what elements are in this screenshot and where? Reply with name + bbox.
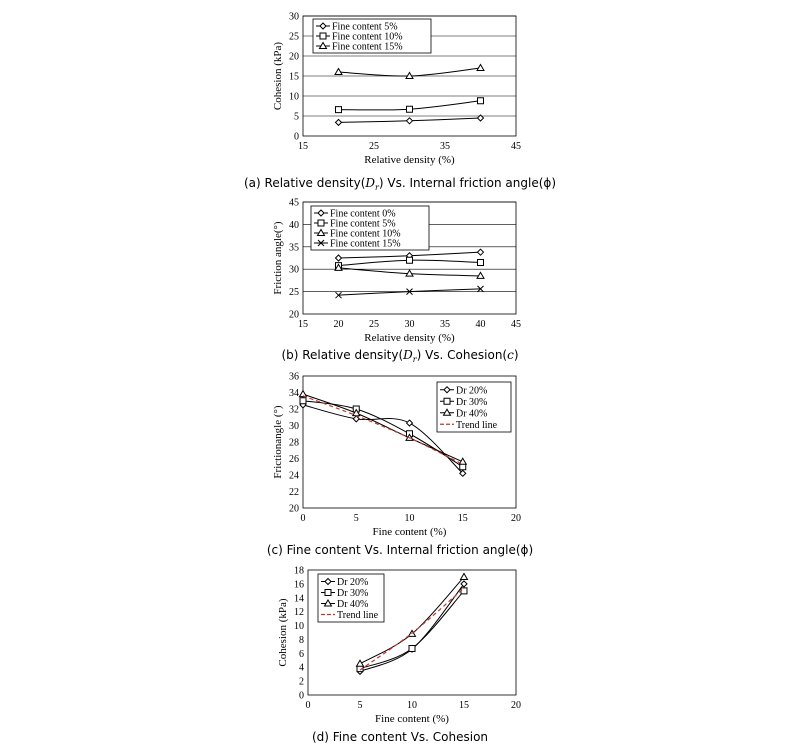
- y-tick-label: 4: [299, 662, 304, 674]
- chart-b: [272, 198, 521, 345]
- legend-label: Dr 20%: [337, 577, 369, 588]
- y-tick-label: 10: [294, 621, 304, 633]
- y-tick-label: 25: [289, 31, 299, 43]
- y-tick-label: 5: [294, 111, 299, 123]
- x-tick-label: 15: [298, 141, 308, 152]
- data-point: [336, 107, 342, 113]
- y-axis-label: Cohesion (kPa): [277, 598, 289, 667]
- caption-b: (b) Relative $density(D_r)$ Vs. Cohesion(c): [281, 348, 519, 364]
- data-point: [407, 106, 413, 112]
- y-axis-label: Friction angle(°): [272, 221, 284, 295]
- legend-label: Dr 20%: [456, 385, 488, 397]
- x-tick-label: 25: [369, 319, 379, 330]
- x-axis-label: Fine content (%): [375, 713, 449, 725]
- x-tick-label: 5: [357, 700, 363, 711]
- x-tick-label: 20: [511, 513, 521, 524]
- legend-label: Dr 40%: [337, 599, 369, 610]
- y-tick-label: 12: [294, 607, 304, 619]
- data-point: [461, 588, 467, 594]
- y-tick-label: 30: [289, 11, 299, 23]
- y-tick-label: 15: [289, 71, 299, 83]
- y-tick-label: 24: [289, 470, 299, 482]
- data-point: [336, 119, 342, 125]
- y-tick-label: 30: [289, 264, 299, 276]
- series-0: [336, 115, 484, 125]
- y-axis-label: Cohesion (kPa): [272, 41, 284, 111]
- y-tick-label: 14: [294, 593, 304, 605]
- x-tick-label: 45: [511, 319, 521, 330]
- legend-label: Fine content 10%: [332, 31, 403, 43]
- x-tick-label: 15: [459, 700, 469, 711]
- data-point: [357, 660, 364, 666]
- legend-label: Fine content 0%: [330, 208, 396, 220]
- x-tick-label: 20: [511, 700, 521, 711]
- legend-marker: [325, 590, 331, 596]
- data-point: [300, 391, 307, 397]
- x-tick-label: 35: [440, 319, 450, 330]
- y-axis-label: Frictionangle (°): [272, 405, 284, 479]
- x-axis-label: Fine content (%): [372, 526, 447, 538]
- x-tick-label: 40: [475, 319, 486, 330]
- caption-a: (a) Relative $density(D_r)$ Vs. Internal friction angle(ϕ): [244, 176, 556, 192]
- y-tick-label: 30: [289, 421, 299, 432]
- y-tick-label: 10: [289, 91, 299, 103]
- legend: [311, 206, 429, 250]
- y-tick-label: 20: [289, 309, 299, 321]
- data-point: [407, 257, 413, 263]
- data-point: [409, 645, 415, 651]
- x-tick-label: 35: [440, 141, 450, 152]
- chart-d: [277, 566, 521, 726]
- legend-marker: [444, 398, 450, 404]
- series-1: [336, 257, 484, 268]
- data-point: [478, 98, 484, 104]
- legend-label: Fine content 15%: [332, 41, 403, 53]
- data-point: [478, 259, 484, 265]
- x-tick-label: 45: [511, 141, 521, 152]
- x-tick-label: 15: [457, 513, 468, 524]
- y-tick-label: 8: [299, 634, 304, 646]
- x-axis-label: Relative density (%): [364, 332, 455, 344]
- y-tick-label: 20: [289, 503, 299, 515]
- x-tick-label: 10: [404, 513, 415, 524]
- x-tick-label: 0: [305, 700, 311, 711]
- legend-label: Trend line: [337, 610, 379, 621]
- data-point: [335, 69, 342, 75]
- legend-marker: [320, 33, 326, 39]
- x-tick-label: 5: [353, 513, 359, 524]
- legend-label: Fine content 15%: [330, 238, 401, 250]
- legend-label: Trend line: [456, 419, 498, 431]
- legend: [437, 382, 511, 432]
- legend-marker: [318, 220, 324, 226]
- y-tick-label: 2: [299, 676, 304, 688]
- legend: [318, 574, 384, 622]
- legend: [313, 19, 431, 53]
- legend-label: Fine content 5%: [332, 21, 398, 33]
- legend-label: Dr 30%: [337, 588, 369, 599]
- legend-label: Fine content 5%: [330, 218, 396, 230]
- y-tick-label: 32: [289, 404, 299, 416]
- legend-label: Fine content 10%: [330, 228, 401, 240]
- chart-c: [272, 372, 521, 539]
- x-tick-label: 15: [298, 319, 308, 330]
- y-tick-label: 34: [289, 388, 299, 399]
- x-tick-label: 25: [369, 141, 379, 152]
- y-tick-label: 6: [299, 648, 304, 660]
- data-point: [407, 118, 413, 124]
- series-2: [335, 65, 484, 79]
- y-tick-label: 0: [299, 690, 304, 702]
- y-tick-label: 45: [289, 197, 299, 209]
- y-tick-label: 25: [289, 287, 299, 299]
- x-tick-label: 30: [404, 319, 415, 330]
- data-point: [407, 420, 413, 426]
- y-tick-label: 18: [294, 565, 304, 577]
- y-tick-label: 20: [289, 51, 299, 63]
- x-axis-label: Relative density (%): [364, 154, 455, 166]
- data-point: [461, 573, 468, 579]
- data-point: [336, 255, 342, 261]
- series-1: [336, 98, 484, 113]
- y-tick-label: 35: [289, 242, 299, 254]
- y-tick-label: 0: [294, 131, 299, 143]
- data-point: [300, 398, 306, 404]
- y-tick-label: 28: [289, 437, 299, 449]
- y-tick-label: 22: [289, 487, 299, 498]
- x-tick-label: 10: [407, 700, 417, 711]
- legend-label: Dr 30%: [456, 396, 488, 408]
- series-2: [335, 264, 484, 278]
- x-tick-label: 20: [333, 319, 344, 330]
- caption-d: (d) Fine content Vs. Cohesion: [311, 730, 489, 744]
- y-tick-label: 16: [294, 579, 304, 591]
- y-tick-label: 26: [289, 454, 299, 465]
- chart-a: [272, 12, 521, 167]
- caption-c: (c) Fine content Vs. Internal friction angle(ϕ): [266, 543, 534, 557]
- data-point: [477, 65, 484, 71]
- data-point: [478, 249, 484, 255]
- x-tick-label: 0: [300, 513, 306, 524]
- y-tick-label: 36: [289, 371, 299, 383]
- legend-label: Dr 40%: [456, 408, 488, 420]
- y-tick-label: 40: [289, 219, 299, 231]
- series-3: [336, 286, 484, 298]
